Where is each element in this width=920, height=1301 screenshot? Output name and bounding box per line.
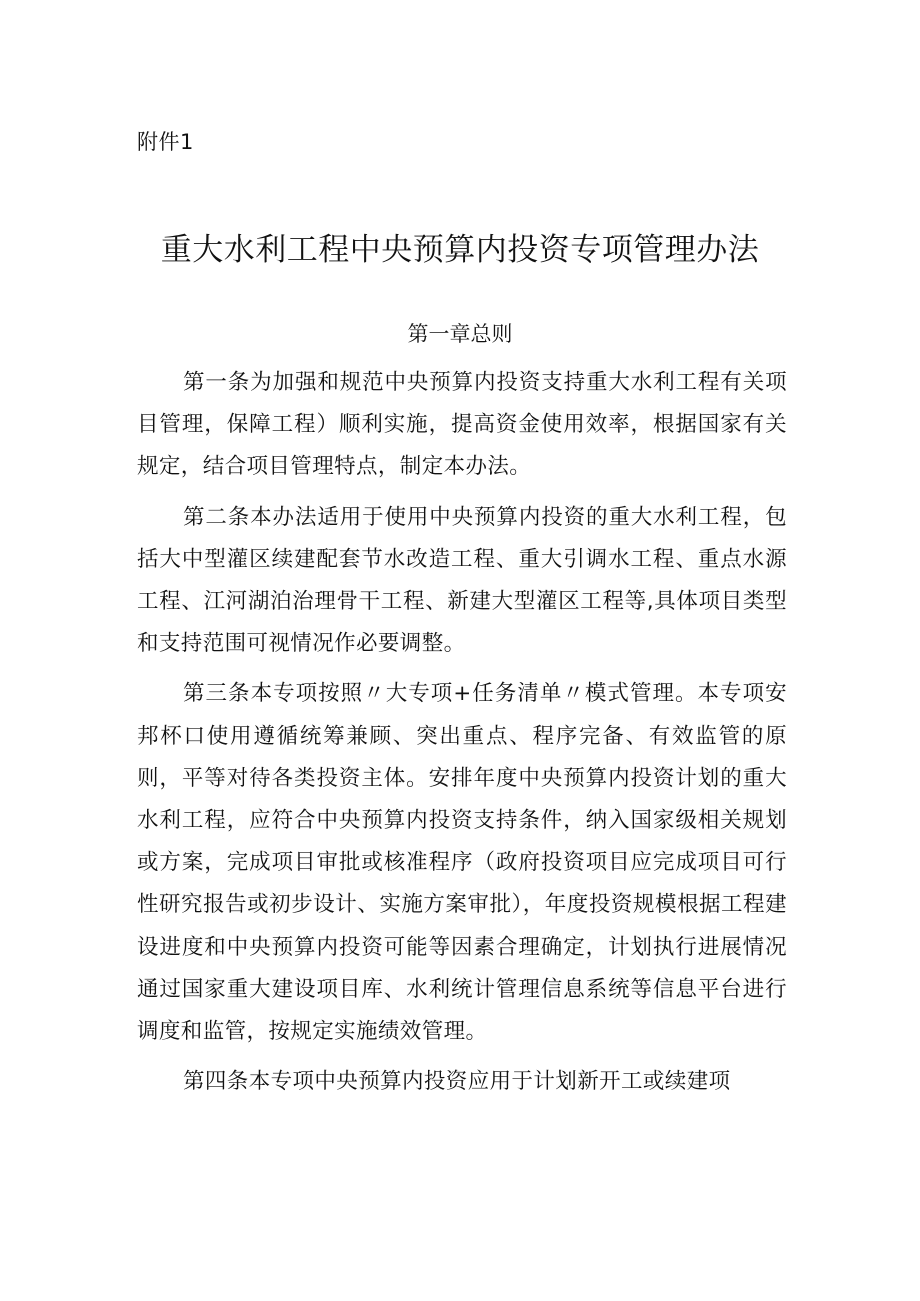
article-2-paragraph: 第二条本办法适用于使用中央预算内投资的重大水利工程，包括大中型灌区续建配套节水改造工程、重大引调水工程、重点水源工程、江河湖泊治理骨干工程、新建大型灌区工程等,具体项目类型和支持范围可视情况作必要调整。 bbox=[137, 504, 787, 657]
chapter-heading: 第一章总则 bbox=[407, 322, 513, 346]
article-3-paragraph: 第三条本专项按照〃大专项+任务清单〃模式管理。本专项安邦杯口使用遵循统筹兼顾、突出重点、程序完备、有效监管的原则，平等对待各类投资主体。安排年度中央预算内投资计划的重大水利工程，应符合中央预算内投资支持条件，纳入国家级相关规划或方案，完成项目审批或核准程序（政府投资项目应完成项目可行性研究报告或初步设计、实施方案审批），年度投资规模根据工程建设进度和中央预算内投资可能等因素合理确定，计划执行进展情况通过国家重大建设项目库、水利统计管理信息系统等信息平台进行调度和监管，按规定实施绩效管理。 bbox=[137, 681, 787, 1045]
article-1-paragraph: 第一条为加强和规范中央预算内投资支持重大水利工程有关项目管理，保障工程）顺利实施，提高资金使用效率，根据国家有关规定，结合项目管理特点，制定本办法。 bbox=[137, 370, 787, 480]
document-title: 重大水利工程中央预算内投资专项管理办法 bbox=[160, 232, 760, 268]
attachment-label: 附件1 bbox=[137, 130, 194, 154]
article-4-paragraph: 第四条本专项中央预算内投资应用于计划新开工或续建项 bbox=[183, 1069, 731, 1095]
document-body bbox=[137, 362, 787, 1111]
